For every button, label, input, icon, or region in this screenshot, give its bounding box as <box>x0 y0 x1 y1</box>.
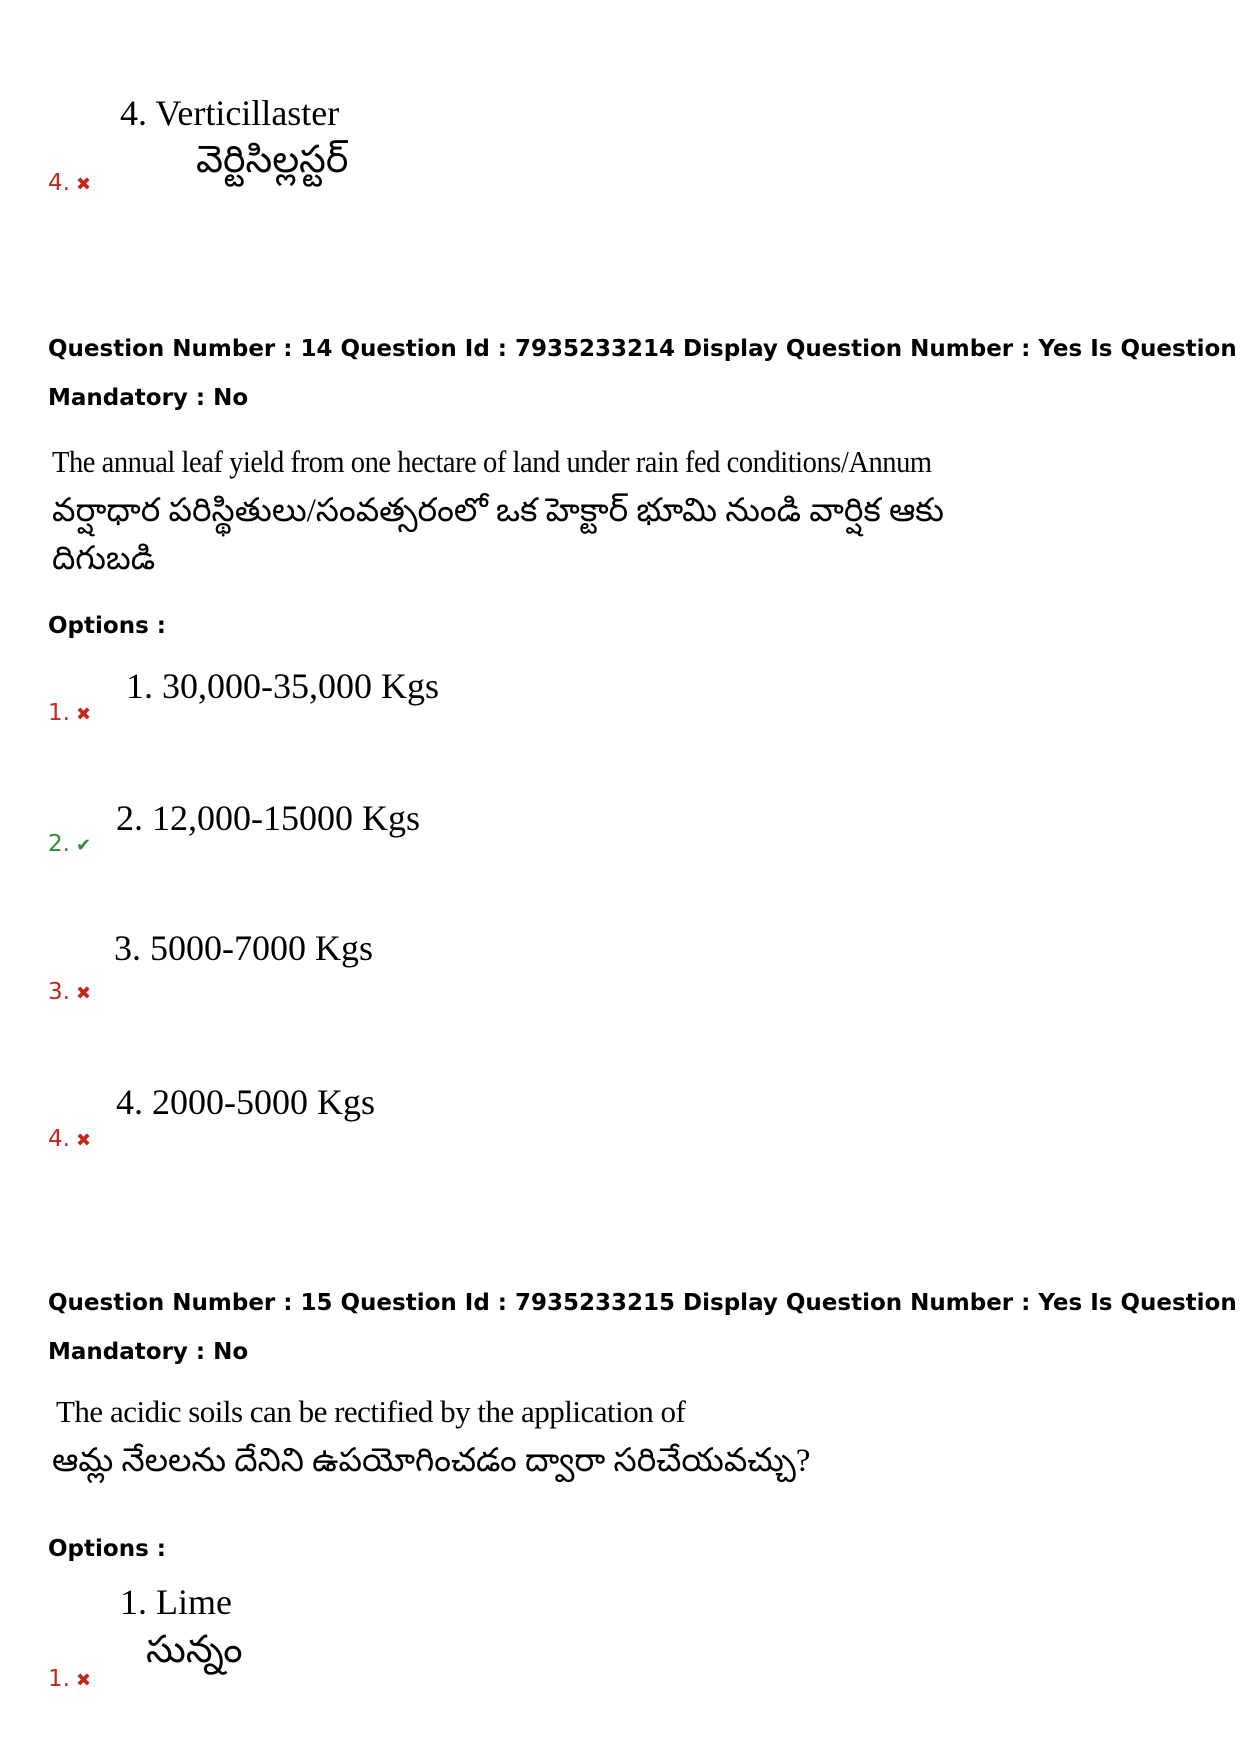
question-mandatory: Mandatory : No <box>48 385 249 411</box>
wrong-mark-icon: ✖ <box>75 983 92 1004</box>
question-meta: Question Number : 14 Question Id : 7935233214 Display Question Number : Yes Is Question <box>48 336 1237 362</box>
option-text: 1. Lime <box>120 1582 232 1622</box>
wrong-mark-icon: ✖ <box>75 704 92 725</box>
question-text: The acidic soils can be rectified by the application of <box>56 1394 686 1429</box>
option-number: 1. ✖ <box>48 1666 92 1692</box>
option-text: 3. 5000-7000 Kgs <box>114 928 373 968</box>
option-text: 4. Verticillaster <box>120 93 340 133</box>
options-label: Options : <box>48 1536 166 1562</box>
option-number: 1. ✖ <box>48 700 92 726</box>
question-mandatory: Mandatory : No <box>48 1339 249 1365</box>
option-text: 1. 30,000-35,000 Kgs <box>126 666 439 706</box>
question-text-telugu: దిగుబడి <box>52 541 156 577</box>
question-meta: Question Number : 15 Question Id : 7935233215 Display Question Number : Yes Is Question <box>48 1290 1237 1316</box>
wrong-mark-icon: ✖ <box>75 1670 92 1691</box>
options-label: Options : <box>48 613 166 639</box>
question-text-telugu: ఆమ్ల నేలలను దేనిని ఉపయోగించడం ద్వారా సరిచేయవచ్చు? <box>52 1443 811 1479</box>
option-text: 4. 2000-5000 Kgs <box>116 1082 375 1122</box>
option-text-telugu: వెర్టిసిల్లస్టర్ <box>196 139 349 181</box>
option-number: 4. ✖ <box>48 170 92 196</box>
option-number: 3. ✖ <box>48 979 92 1005</box>
wrong-mark-icon: ✖ <box>75 1130 92 1151</box>
question-text: The annual leaf yield from one hectare of land under rain fed conditions/Annum <box>52 444 932 479</box>
option-number: 4. ✖ <box>48 1126 92 1152</box>
question-text-telugu: వర్షాధార పరిస్థితులు/సంవత్సరంలో ఒక హెక్టార్ భూమి నుండి వార్షిక ఆకు <box>52 493 944 529</box>
option-text: 2. 12,000-15000 Kgs <box>116 798 420 838</box>
option-text-telugu: సున్నం <box>146 1629 243 1671</box>
option-number: 2. ✔ <box>48 831 92 857</box>
correct-mark-icon: ✔ <box>75 835 92 856</box>
wrong-mark-icon: ✖ <box>75 174 92 195</box>
